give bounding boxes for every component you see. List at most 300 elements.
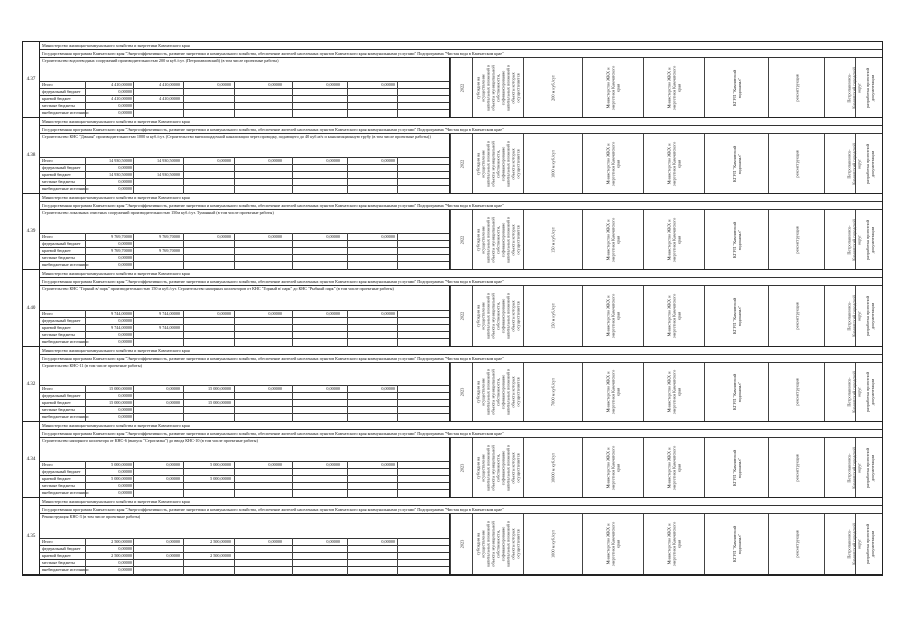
financing-source: Итого <box>42 311 53 316</box>
financing-row <box>40 185 449 192</box>
attribute-text: субсидии на осуществление капитальных вложений в объекты муниципальной собственности, софинансирование капитальных вложений в объекты которых осуществляется <box>475 64 521 111</box>
financing-row <box>40 164 449 171</box>
attribute-text: разработка проектной документации <box>864 371 875 413</box>
financing-row <box>40 233 449 240</box>
attribute-column <box>643 134 704 193</box>
attribute-column <box>643 438 704 497</box>
amount-cell: 0,00000 <box>166 400 180 405</box>
ministry-line: Министерство жилищно-коммунального хозяйства и энергетики Камчатского края <box>40 498 882 506</box>
column-divider <box>133 233 134 270</box>
amount-cell: 0,00000 <box>118 103 132 108</box>
amount-cell: 0,00000 <box>381 82 395 87</box>
attribute-column <box>523 514 582 574</box>
financing-row <box>40 261 449 268</box>
attribute-text: разработка проектной документации <box>864 67 875 108</box>
column-divider <box>347 385 348 422</box>
attribute-column <box>450 286 472 346</box>
object-attributes <box>449 438 882 497</box>
attribute-text: Министерство ЖКХ и энергетики Камчатского края <box>666 141 682 186</box>
attribute-column <box>472 58 523 117</box>
amount-cell: 0,00000 <box>268 158 282 163</box>
attribute-text: 2023 <box>459 387 464 397</box>
attribute-column <box>855 438 883 497</box>
financing-row <box>40 178 449 185</box>
amount-cell: 0,00000 <box>118 179 132 184</box>
amount-cell: 2 500,00000 <box>111 539 132 544</box>
attribute-column <box>704 363 768 421</box>
column-divider <box>234 538 235 575</box>
attribute-text: КГУП "Камчатский водоканал" <box>731 221 742 258</box>
table-block <box>23 118 882 194</box>
amount-cell: 9 769,70000 <box>111 248 132 253</box>
attribute-column <box>855 363 883 421</box>
column-divider <box>292 538 293 575</box>
financing-source: федеральный бюджет <box>42 89 81 94</box>
attribute-text: 7000 м куб./сут <box>550 378 556 406</box>
attribute-column <box>768 286 824 346</box>
amount-cell: 0,00000 <box>118 546 132 551</box>
attribute-column <box>472 514 523 574</box>
column-divider <box>234 157 235 194</box>
row-number: 4.32 <box>23 347 40 421</box>
attribute-column <box>582 58 643 117</box>
amount-cell: 15 000,00000 <box>108 400 132 405</box>
financing-source: Итого <box>42 158 53 163</box>
financing-table <box>40 72 449 118</box>
attribute-column <box>450 58 472 117</box>
attribute-column <box>582 438 643 497</box>
amount-cell: 2 500,00000 <box>210 553 231 558</box>
column-divider <box>133 538 134 575</box>
financing-row <box>40 324 449 331</box>
column-divider <box>85 157 86 194</box>
financing-row <box>40 559 449 566</box>
financing-row <box>40 566 449 573</box>
financing-source: Итого <box>42 539 53 544</box>
attribute-column <box>472 286 523 346</box>
amount-cell: 9 769,70000 <box>111 234 132 239</box>
attribute-text: Министерство ЖКХ и энергетики Камчатского края <box>666 369 682 415</box>
attribute-text: 2022 <box>459 311 464 321</box>
amount-cell: 5 000,00000 <box>111 462 132 467</box>
column-divider <box>347 310 348 347</box>
object-name: Строительство КНС "Дачная" производительностью 1000 м куб./сут. (Строительство внеплощадочной канализации через проводку, подающего до 40 куб.м/ч и канализационную трубу (в том числе проектные работы)) <box>42 134 431 139</box>
attribute-column <box>768 438 824 497</box>
attribute-column <box>472 438 523 497</box>
attribute-text: 150 м куб./сут <box>550 226 556 253</box>
attribute-text: КГУП "Камчатский водоканал" <box>731 449 742 486</box>
table-block <box>23 270 882 347</box>
amount-cell: 0,00000 <box>326 82 340 87</box>
object-attributes <box>449 58 882 117</box>
object-attributes <box>449 363 882 421</box>
financing-table <box>40 528 449 575</box>
amount-cell: 15 000,00000 <box>108 386 132 391</box>
column-divider <box>347 233 348 270</box>
financing-source: внебюджетные источники <box>42 490 89 495</box>
column-divider <box>292 310 293 347</box>
column-divider <box>85 81 86 118</box>
amount-cell: 0,00000 <box>118 560 132 565</box>
column-divider <box>234 385 235 422</box>
attribute-column <box>704 210 768 269</box>
attribute-text: Министерство ЖКХ и энергетики Камчатского края <box>605 369 621 415</box>
column-divider <box>183 385 184 422</box>
financing-source: местные бюджеты <box>42 255 75 260</box>
attribute-text: субсидии на осуществление капитальных вложений в объекты муниципальной собственности, софинансирование капитальных вложений в объекты которых осуществляется <box>475 369 521 415</box>
row-number: 4.37 <box>23 42 40 117</box>
attribute-text: Министерство ЖКХ и энергетики Камчатского края <box>605 445 621 490</box>
financing-row <box>40 475 449 482</box>
column-divider <box>133 461 134 498</box>
column-divider <box>85 461 86 498</box>
object-attributes <box>449 210 882 269</box>
amount-cell: 0,00000 <box>217 311 231 316</box>
amount-cell: 4 410,00000 <box>159 96 180 101</box>
attribute-column <box>768 134 824 193</box>
attribute-text: 10000 м куб./сут <box>550 452 556 483</box>
object-name: Строительство водоотводных сооружений производительностью 200 м куб./сут. (Петропавловский) (в том числе проектные работы) <box>42 58 279 63</box>
attribute-text: разработка проектной документации <box>864 143 875 184</box>
amount-cell: 0,00000 <box>118 393 132 398</box>
program-line: Государственная программа Камчатского края "Энергоэффективность, развитие энергетики и коммунального хозяйства, обеспечение жителей населенных пунктов Камчатского края коммунальными услугами" Подпрограмма "Чистая вода в Камчатском крае" <box>40 50 882 58</box>
attribute-text: КГУП "Камчатский водоканал" <box>731 373 742 411</box>
column-divider <box>397 157 398 194</box>
financing-row <box>40 413 449 420</box>
financing-source: федеральный бюджет <box>42 241 81 246</box>
amount-cell: 15 000,00000 <box>207 386 231 391</box>
amount-cell: 0,00000 <box>166 553 180 558</box>
attribute-text: 1000 м куб./сут <box>550 149 556 178</box>
attribute-text: реконструкция <box>794 302 799 330</box>
amount-cell: 0,00000 <box>118 255 132 260</box>
amount-cell: 0,00000 <box>268 234 282 239</box>
amount-cell: 0,00000 <box>118 110 132 115</box>
attribute-text: Петропавловск-Камчатский городской округ <box>846 218 862 261</box>
attribute-text: 2023 <box>459 539 464 549</box>
amount-cell: 0,00000 <box>326 386 340 391</box>
row-number: 4.35 <box>23 498 40 574</box>
amount-cell: 5 000,00000 <box>210 476 231 481</box>
financing-source: Итого <box>42 462 53 467</box>
attribute-column <box>768 58 824 117</box>
amount-cell: 0,00000 <box>166 476 180 481</box>
attribute-text: Министерство ЖКХ и энергетики Камчатского края <box>605 217 621 262</box>
financing-source: краевой бюджет <box>42 248 71 253</box>
attribute-text: Министерство ЖКХ и энергетики Камчатского края <box>666 293 682 339</box>
financing-row <box>40 385 449 392</box>
amount-cell: 0,00000 <box>268 462 282 467</box>
financing-row <box>40 157 449 164</box>
attribute-column <box>472 363 523 421</box>
amount-cell: 14 930,50000 <box>156 172 180 177</box>
column-divider <box>347 538 348 575</box>
amount-cell: 15 000,00000 <box>207 400 231 405</box>
column-divider <box>183 310 184 347</box>
program-line: Государственная программа Камчатского края "Энергоэффективность, развитие энергетики и коммунального хозяйства, обеспечение жителей населенных пунктов Камчатского края коммунальными услугами" Подпрограмма "Чистая вода в Камчатском крае" <box>40 278 882 286</box>
attribute-text: Петропавловск-Камчатский городской округ <box>846 371 862 413</box>
attribute-column <box>523 58 582 117</box>
object-name: Строительство КНС "Горный в/ парк" производительностью 150 м куб./сут. Строительство напорных коллекторов от КНС "Горный в/ парк" до КНС "Рыбный парк" (в том числе проектные работы) <box>42 286 394 291</box>
object-attributes <box>449 514 882 574</box>
amount-cell: 0,00000 <box>217 158 231 163</box>
column-divider <box>234 461 235 498</box>
financing-row <box>40 171 449 178</box>
attribute-column <box>582 514 643 574</box>
attribute-text: разработка проектной документации <box>864 447 875 488</box>
financing-table <box>40 224 449 270</box>
amount-cell: 0,00000 <box>118 407 132 412</box>
amount-cell: 2 500,00000 <box>210 539 231 544</box>
attribute-text: Петропавловск-Камчатский городской округ <box>846 523 862 565</box>
amount-cell: 0,00000 <box>118 567 132 572</box>
financing-row <box>40 317 449 324</box>
column-divider <box>292 81 293 118</box>
financing-row <box>40 461 449 468</box>
attribute-column <box>855 514 883 574</box>
attribute-column <box>450 210 472 269</box>
object-name: Строительство локальных очистных сооружений производительностью 150м куб./сут. Туманный (в том числе проектные работы) <box>42 210 274 215</box>
amount-cell: 0,00000 <box>166 462 180 467</box>
attribute-column <box>582 286 643 346</box>
financing-source: федеральный бюджет <box>42 318 81 323</box>
amount-cell: 14 930,50000 <box>108 172 132 177</box>
column-divider <box>397 461 398 498</box>
financing-row <box>40 538 449 545</box>
amount-cell: 0,00000 <box>381 462 395 467</box>
financing-source: краевой бюджет <box>42 476 71 481</box>
table-block <box>23 194 882 270</box>
program-line: Государственная программа Камчатского края "Энергоэффективность, развитие энергетики и коммунального хозяйства, обеспечение жителей населенных пунктов Камчатского края коммунальными услугами" Подпрограмма "Чистая вода в Камчатском крае" <box>40 506 882 514</box>
attribute-text: реконструкция <box>794 149 799 178</box>
column-divider <box>397 233 398 270</box>
financing-row <box>40 489 449 496</box>
column-divider <box>234 310 235 347</box>
financing-source: федеральный бюджет <box>42 546 81 551</box>
object-name: Строительство напорного коллектора от КНС-6 (выпуск "Сероглазка") до ввода КНС-10 (в том числе проектные работы) <box>42 438 258 443</box>
financing-source: краевой бюджет <box>42 172 71 177</box>
attribute-column <box>704 514 768 574</box>
amount-cell: 0,00000 <box>118 165 132 170</box>
financing-source: краевой бюджет <box>42 96 71 101</box>
attribute-text: Министерство ЖКХ и энергетики Камчатского края <box>605 141 621 186</box>
attribute-text: реконструкция <box>794 73 799 102</box>
column-divider <box>183 538 184 575</box>
attribute-column <box>523 210 582 269</box>
financing-source: федеральный бюджет <box>42 393 81 398</box>
financing-row <box>40 331 449 338</box>
amount-cell: 9 769,70000 <box>159 234 180 239</box>
attribute-text: Петропавловск-Камчатский городской округ <box>846 446 862 489</box>
column-divider <box>234 233 235 270</box>
attribute-column <box>855 58 883 117</box>
amount-cell: 0,00000 <box>326 539 340 544</box>
amount-cell: 9 744,00000 <box>159 325 180 330</box>
attribute-column <box>523 134 582 193</box>
attribute-text: Министерство ЖКХ и энергетики Камчатского края <box>605 293 621 339</box>
attribute-column <box>472 134 523 193</box>
amount-cell: 2 500,00000 <box>111 553 132 558</box>
attribute-column <box>768 210 824 269</box>
amount-cell: 0,00000 <box>268 311 282 316</box>
row-number: 4.40 <box>23 270 40 346</box>
budget-table <box>22 41 883 576</box>
financing-row <box>40 95 449 102</box>
attribute-text: Петропавловск-Камчатский городской округ <box>846 66 862 109</box>
column-divider <box>397 310 398 347</box>
attribute-column <box>768 514 824 574</box>
column-divider <box>183 461 184 498</box>
amount-cell: 0,00000 <box>166 386 180 391</box>
amount-cell: 0,00000 <box>118 89 132 94</box>
attribute-text: субсидии на осуществление капитальных вложений в объекты муниципальной собственности, софинансирование капитальных вложений в объекты которых осуществляется <box>475 216 521 263</box>
column-divider <box>183 81 184 118</box>
amount-cell: 0,00000 <box>326 462 340 467</box>
amount-cell: 0,00000 <box>118 241 132 246</box>
table-block <box>23 498 882 575</box>
ministry-line: Министерство жилищно-коммунального хозяйства и энергетики Камчатского края <box>40 422 882 430</box>
amount-cell: 0,00000 <box>326 234 340 239</box>
amount-cell: 0,00000 <box>326 158 340 163</box>
amount-cell: 4 410,00000 <box>111 82 132 87</box>
attribute-text: реконструкция <box>794 378 799 406</box>
row-number: 4.39 <box>23 194 40 269</box>
attribute-text: разработка проектной документации <box>864 295 875 337</box>
amount-cell: 0,00000 <box>268 539 282 544</box>
financing-row <box>40 102 449 109</box>
attribute-text: КГУП "Камчатский водоканал" <box>731 525 742 563</box>
attribute-text: 200 м куб./сут <box>550 74 556 101</box>
column-divider <box>397 81 398 118</box>
attribute-text: разработка проектной документации <box>864 219 875 260</box>
ministry-line: Министерство жилищно-коммунального хозяйства и энергетики Камчатского края <box>40 270 882 278</box>
amount-cell: 0,00000 <box>118 490 132 495</box>
attribute-text: 2022 <box>459 159 464 168</box>
amount-cell: 0,00000 <box>217 82 231 87</box>
column-divider <box>292 157 293 194</box>
attribute-text: Министерство ЖКХ и энергетики Камчатского края <box>666 65 682 110</box>
ministry-line: Министерство жилищно-коммунального хозяйства и энергетики Камчатского края <box>40 42 882 50</box>
amount-cell: 0,00000 <box>268 82 282 87</box>
financing-source: внебюджетные источники <box>42 339 89 344</box>
financing-source: местные бюджеты <box>42 332 75 337</box>
financing-table <box>40 452 449 498</box>
attribute-column <box>643 286 704 346</box>
amount-cell: 0,00000 <box>166 539 180 544</box>
column-divider <box>133 385 134 422</box>
attribute-column <box>855 210 883 269</box>
financing-table <box>40 377 449 422</box>
attribute-text: субсидии на осуществление капитальных вложений в объекты муниципальной собственности, софинансирование капитальных вложений в объекты которых осуществляется <box>475 444 521 491</box>
object-attributes <box>449 286 882 346</box>
column-divider <box>85 538 86 575</box>
amount-cell: 0,00000 <box>118 318 132 323</box>
object-name: Строительство КНС-11 (в том числе проектные работы) <box>42 363 142 368</box>
column-divider <box>234 81 235 118</box>
attribute-column <box>450 134 472 193</box>
table-block <box>23 422 882 498</box>
financing-row <box>40 545 449 552</box>
program-line: Государственная программа Камчатского края "Энергоэффективность, развитие энергетики и коммунального хозяйства, обеспечение жителей населенных пунктов Камчатского края коммунальными услугами" Подпрограмма "Чистая вода в Камчатском крае" <box>40 126 882 134</box>
financing-row <box>40 109 449 116</box>
financing-source: краевой бюджет <box>42 325 71 330</box>
attribute-column <box>704 58 768 117</box>
column-divider <box>347 157 348 194</box>
amount-cell: 9 744,00000 <box>111 325 132 330</box>
column-divider <box>133 81 134 118</box>
attribute-text: 2022 <box>459 83 464 92</box>
financing-source: Итого <box>42 386 53 391</box>
amount-cell: 0,00000 <box>381 158 395 163</box>
financing-table <box>40 148 449 194</box>
financing-row <box>40 81 449 88</box>
attribute-column <box>450 363 472 421</box>
attribute-column <box>582 134 643 193</box>
attribute-text: Министерство ЖКХ и энергетики Камчатского края <box>666 217 682 262</box>
amount-cell: 0,00000 <box>118 469 132 474</box>
financing-source: внебюджетные источники <box>42 262 89 267</box>
financing-source: федеральный бюджет <box>42 469 81 474</box>
attribute-text: реконструкция <box>794 453 799 482</box>
attribute-text: Министерство ЖКХ и энергетики Камчатского края <box>605 521 621 567</box>
program-line: Государственная программа Камчатского края "Энергоэффективность, развитие энергетики и коммунального хозяйства, обеспечение жителей населенных пунктов Камчатского края коммунальными услугами" Подпрограмма "Чистая вода в Камчатском крае" <box>40 430 882 438</box>
financing-row <box>40 240 449 247</box>
financing-row <box>40 88 449 95</box>
financing-row <box>40 406 449 413</box>
attribute-text: субсидии на осуществление капитальных вложений в объекты муниципальной собственности, софинансирование капитальных вложений в объекты которых осуществляется <box>475 521 521 567</box>
amount-cell: 14 930,50000 <box>156 158 180 163</box>
financing-source: местные бюджеты <box>42 483 75 488</box>
attribute-text: КГУП "Камчатский водоканал" <box>731 297 742 335</box>
attribute-text: 2022 <box>459 235 464 244</box>
attribute-column <box>450 514 472 574</box>
column-divider <box>85 233 86 270</box>
attribute-column <box>768 363 824 421</box>
amount-cell: 0,00000 <box>326 311 340 316</box>
amount-cell: 9 744,00000 <box>111 311 132 316</box>
ministry-line: Министерство жилищно-коммунального хозяйства и энергетики Камчатского края <box>40 347 882 355</box>
financing-source: федеральный бюджет <box>42 165 81 170</box>
financing-source: внебюджетные источники <box>42 414 89 419</box>
financing-source: краевой бюджет <box>42 400 71 405</box>
column-divider <box>133 157 134 194</box>
amount-cell: 0,00000 <box>381 539 395 544</box>
table-block <box>23 42 882 118</box>
attribute-column <box>523 363 582 421</box>
attribute-text: реконструкция <box>794 530 799 558</box>
attribute-column <box>704 134 768 193</box>
attribute-column <box>643 363 704 421</box>
financing-source: местные бюджеты <box>42 407 75 412</box>
financing-row <box>40 392 449 399</box>
financing-table <box>40 300 449 347</box>
attribute-column <box>582 210 643 269</box>
row-number: 4.38 <box>23 118 40 193</box>
amount-cell: 4 410,00000 <box>111 96 132 101</box>
ministry-line: Министерство жилищно-коммунального хозяйства и энергетики Камчатского края <box>40 194 882 202</box>
attribute-text: Петропавловск-Камчатский городской округ <box>846 295 862 337</box>
amount-cell: 0,00000 <box>118 414 132 419</box>
amount-cell: 9 744,00000 <box>159 311 180 316</box>
amount-cell: 14 930,50000 <box>108 158 132 163</box>
attribute-text: 150 м куб./сут <box>550 303 556 329</box>
object-name: Реконструкция КНС-3 (в том числе проектные работы) <box>42 514 141 519</box>
attribute-text: 2023 <box>459 463 464 472</box>
financing-source: Итого <box>42 82 53 87</box>
attribute-text: Министерство ЖКХ и энергетики Камчатского края <box>666 521 682 567</box>
financing-row <box>40 482 449 489</box>
column-divider <box>347 81 348 118</box>
